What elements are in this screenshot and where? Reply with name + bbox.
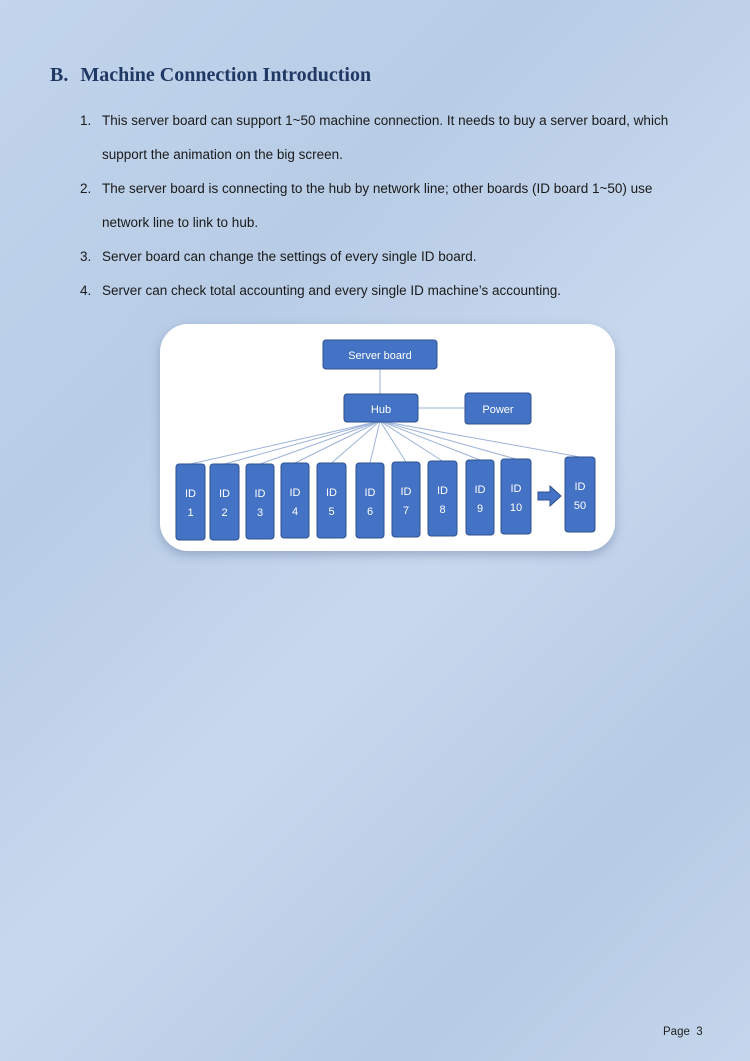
list-number: 2. <box>80 181 92 196</box>
page-footer <box>663 1026 703 1038</box>
id-board-box <box>246 464 274 539</box>
power-label: Power <box>482 404 514 416</box>
network-line <box>225 421 381 464</box>
list-number: 1. <box>80 113 92 128</box>
list-text-line: network line to link to hub. <box>102 215 259 230</box>
id-board-box <box>392 462 420 537</box>
id-board-prefix: ID <box>326 487 337 499</box>
page-number: 3 <box>696 1026 703 1038</box>
id-board-prefix: ID <box>437 485 448 497</box>
id-board-box <box>210 464 239 540</box>
id-board-prefix: ID <box>289 487 301 499</box>
network-line <box>370 421 380 463</box>
id-board-number: 3 <box>256 507 264 519</box>
list-text-line: This server board can support 1~50 machine connection. It needs to buy a server board, which <box>102 113 669 128</box>
id-board-box <box>501 459 531 534</box>
id-board-box <box>317 463 346 538</box>
hub-label: Hub <box>370 404 392 416</box>
arrow-right-icon <box>538 486 561 506</box>
connection-diagram <box>160 324 615 551</box>
id-board-number: 50 <box>573 500 587 512</box>
section-title: Machine Connection Introduction <box>80 64 372 86</box>
section-letter: B. <box>50 64 69 86</box>
list-number: 3. <box>80 249 92 264</box>
id-board-prefix: ID <box>400 486 412 498</box>
network-line <box>295 421 380 463</box>
id-board-prefix: ID <box>574 481 586 493</box>
list-text-line: support the animation on the big screen. <box>102 147 343 162</box>
id-board-number: 8 <box>439 504 446 516</box>
network-line <box>380 421 580 457</box>
id-board-number: 5 <box>328 506 335 518</box>
id-board-prefix: ID <box>364 487 376 499</box>
network-line <box>260 421 380 464</box>
id-board-number: 7 <box>402 505 410 517</box>
id-board-number: 4 <box>291 506 299 518</box>
id-board-box <box>428 461 457 536</box>
id-board-number: 10 <box>509 502 523 514</box>
list-text-line: The server board is connecting to the hub by network line; other boards (ID board 1~50) use <box>102 181 653 196</box>
connection-diagram-svg <box>160 324 615 551</box>
id-board-box <box>176 464 205 540</box>
id-board-box <box>281 463 309 538</box>
list-text-line: Server board can change the settings of every single ID board. <box>102 249 477 264</box>
network-line <box>380 421 480 460</box>
id-board-prefix: ID <box>185 488 196 500</box>
list-text-line: Server can check total accounting and every single ID machine’s accounting. <box>102 283 562 298</box>
id-board-number: 1 <box>187 507 194 519</box>
id-board-prefix: ID <box>254 488 266 500</box>
id-board-number: 6 <box>366 506 374 518</box>
id-board-box <box>565 457 595 532</box>
list-number: 4. <box>80 283 92 298</box>
id-board-box <box>356 463 384 538</box>
section-heading <box>50 64 371 87</box>
id-board-number: 2 <box>221 507 228 519</box>
page-label: Page <box>663 1026 690 1038</box>
id-board-number: 9 <box>476 503 484 515</box>
id-board-prefix: ID <box>219 488 230 500</box>
server-board-label: Server board <box>348 350 412 362</box>
id-board-box <box>466 460 494 535</box>
id-board-prefix: ID <box>474 484 486 496</box>
id-board-prefix: ID <box>510 483 522 495</box>
network-line <box>191 421 381 464</box>
